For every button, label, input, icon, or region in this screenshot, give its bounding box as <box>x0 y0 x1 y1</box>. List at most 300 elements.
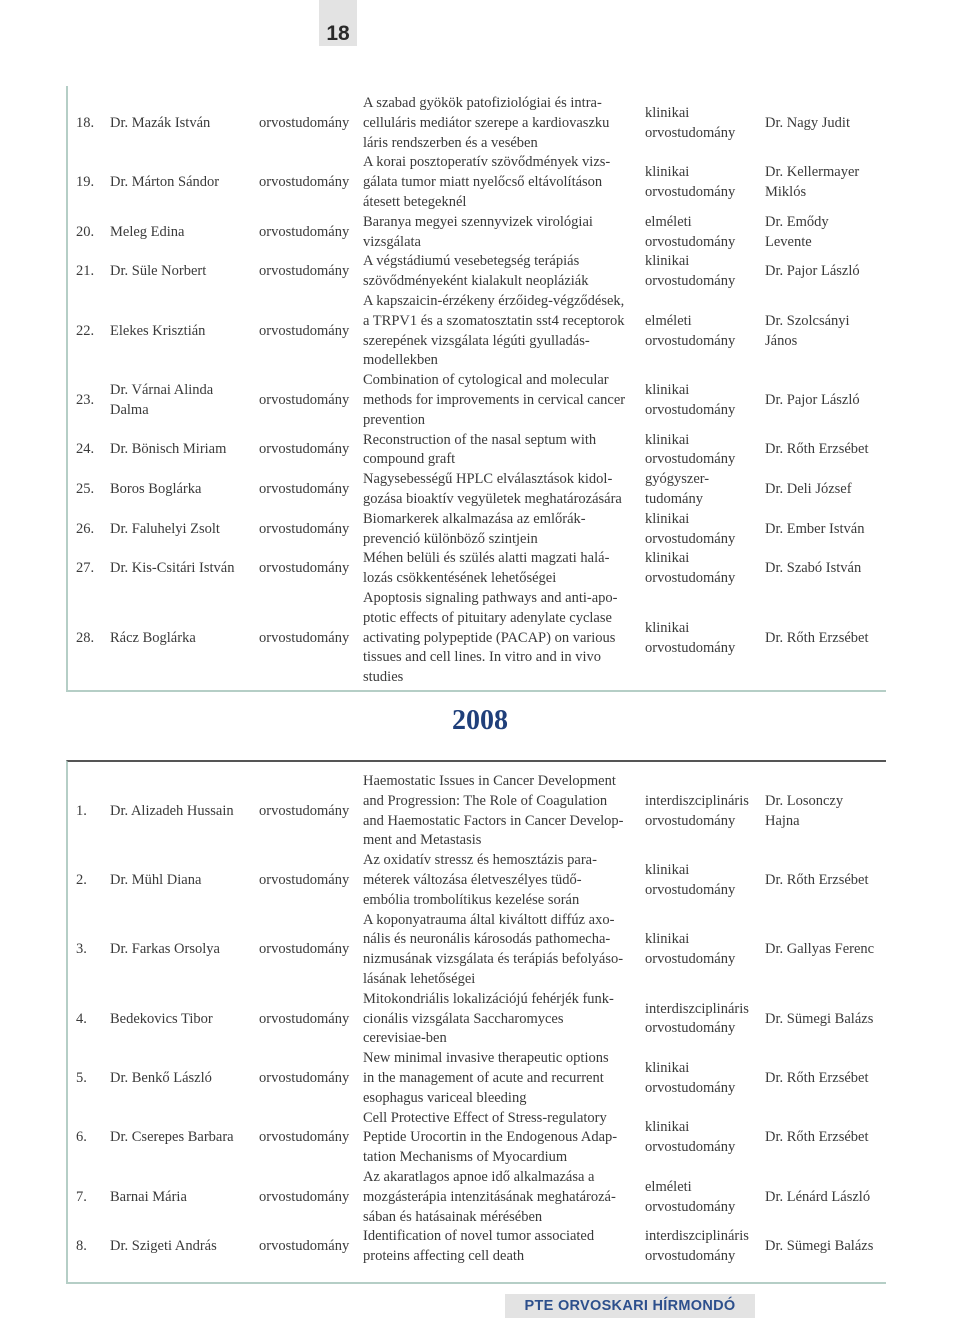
faculty <box>259 851 359 910</box>
faculty-line: orvostudomány <box>259 520 350 537</box>
student-name-line: Boros Boglárka <box>110 481 202 498</box>
program-type-line: orvostudomány <box>645 1139 736 1156</box>
faculty-line: orvostudomány <box>259 174 350 191</box>
supervisor <box>765 990 885 1049</box>
faculty-line: orvostudomány <box>259 263 350 280</box>
supervisor-line: Dr. Kellermayer <box>765 164 860 181</box>
supervisor-line: Dr. Nagy Judit <box>765 114 850 131</box>
program-type-line: orvostudomány <box>645 233 736 250</box>
supervisor <box>765 1049 885 1108</box>
supervisor-line: Levente <box>765 233 812 250</box>
student-name <box>110 213 260 253</box>
row-number-line: 4. <box>76 1010 87 1027</box>
program-type <box>645 990 760 1049</box>
thesis-title <box>363 851 641 910</box>
thesis-title <box>363 990 641 1049</box>
student-name-line: Dr. Alizadeh Hussain <box>110 802 234 819</box>
thesis-title-line: A korai posztoperatív szövődmények vizs- <box>363 154 611 171</box>
table-row <box>0 589 960 688</box>
thesis-title-line: New minimal invasive therapeutic options <box>363 1050 609 1067</box>
program-type <box>645 292 760 371</box>
program-type-line: klinikai <box>645 253 690 270</box>
program-type <box>645 1168 760 1227</box>
program-type-line: orvostudomány <box>645 1248 736 1265</box>
program-type-line: klinikai <box>645 431 690 448</box>
thesis-title <box>363 431 641 471</box>
thesis-title-line: proteins affecting cell death <box>363 1248 525 1265</box>
row-number <box>76 1049 106 1108</box>
program-type-line: interdiszciplináris <box>645 1228 749 1245</box>
row-number-line: 7. <box>76 1188 87 1205</box>
program-type-line: orvostudomány <box>645 530 736 547</box>
table-row <box>0 1227 960 1267</box>
program-type-line: interdiszciplináris <box>645 792 749 809</box>
thesis-title-line: szövődményeként kialakult neopláziák <box>363 273 589 290</box>
thesis-title <box>363 213 641 253</box>
student-name-line: Meleg Edina <box>110 223 185 240</box>
program-type <box>645 1227 760 1267</box>
student-name <box>110 990 260 1049</box>
program-type-line: elméleti <box>645 1178 692 1195</box>
supervisor-line: Hajna <box>765 812 800 829</box>
supervisor-line: Dr. Rőth Erzsébet <box>765 629 869 646</box>
supervisor-line: Miklós <box>765 184 807 201</box>
thesis-title <box>363 470 641 510</box>
supervisor-line: Dr. Ember István <box>765 520 865 537</box>
program-type <box>645 851 760 910</box>
faculty <box>259 94 359 153</box>
thesis-title-line: Baranya megyei szennyvizek virológiai <box>363 213 593 230</box>
page-number-tab <box>319 0 357 46</box>
thesis-title-line: esophagus variceal bleeding <box>363 1089 527 1106</box>
program-type-line: orvostudomány <box>645 639 736 656</box>
thesis-title-line: Az oxidatív stressz és hemosztázis para- <box>363 852 597 869</box>
student-name-line: Dr. Benkő László <box>110 1069 212 1086</box>
thesis-title <box>363 1168 641 1227</box>
thesis-title-line: Nagysebességű HPLC elválasztások kidol- <box>363 471 613 488</box>
student-name-line: Dr. Mühl Diana <box>110 871 202 888</box>
program-type <box>645 549 760 589</box>
thesis-title <box>363 252 641 292</box>
student-name <box>110 153 260 212</box>
row-number-line: 8. <box>76 1238 87 1255</box>
row-number <box>76 252 106 292</box>
program-type-line: klinikai <box>645 619 690 636</box>
thesis-title-line: prevention <box>363 411 426 428</box>
thesis-title-line: szerepének vizsgálata légúti gyulladás- <box>363 332 590 349</box>
thesis-title-line: lásának lehetőségei <box>363 970 476 987</box>
program-type-line: gyógyszer- <box>645 471 710 488</box>
supervisor <box>765 470 885 510</box>
supervisor-line: Dr. Rőth Erzsébet <box>765 871 869 888</box>
thesis-title <box>363 292 641 371</box>
row-number <box>76 911 106 990</box>
table-row <box>0 153 960 212</box>
student-name <box>110 431 260 471</box>
table-row <box>0 252 960 292</box>
thesis-title-line: Peptide Urocortin in the Endogenous Adap- <box>363 1129 618 1146</box>
row-number <box>76 549 106 589</box>
supervisor <box>765 911 885 990</box>
faculty-line: orvostudomány <box>259 322 350 339</box>
student-name <box>110 1168 260 1227</box>
row-number <box>76 1109 106 1168</box>
student-name-line: Rácz Boglárka <box>110 629 196 646</box>
program-type-line: orvostudomány <box>645 951 736 968</box>
faculty-line: orvostudomány <box>259 1238 350 1255</box>
supervisor-line: Dr. Emődy <box>765 213 829 230</box>
page-number: 18 <box>326 22 350 45</box>
program-type-line: elméleti <box>645 213 692 230</box>
student-name <box>110 94 260 153</box>
thesis-title-line: activating polypeptide (PACAP) on various <box>363 629 616 646</box>
supervisor-line: Dr. Pajor László <box>765 391 860 408</box>
supervisor <box>765 851 885 910</box>
table-row <box>0 213 960 253</box>
program-type-line: klinikai <box>645 862 690 879</box>
row-number-line: 23. <box>76 391 95 408</box>
thesis-title <box>363 772 641 851</box>
supervisor-line: Dr. Losonczy <box>765 792 844 809</box>
row-number <box>76 431 106 471</box>
faculty <box>259 1109 359 1168</box>
row-number <box>76 990 106 1049</box>
faculty <box>259 772 359 851</box>
supervisor-line: János <box>765 332 798 349</box>
supervisor <box>765 510 885 550</box>
program-type <box>645 94 760 153</box>
row-number-line: 26. <box>76 520 95 537</box>
program-type-line: interdiszciplináris <box>645 1000 749 1017</box>
thesis-title-line: Apoptosis signaling pathways and anti-apo- <box>363 590 618 606</box>
row-number <box>76 1168 106 1227</box>
program-type <box>645 371 760 430</box>
thesis-title-line: embólia trombolítikus kezelése során <box>363 891 580 908</box>
table-row <box>0 292 960 371</box>
faculty <box>259 911 359 990</box>
thesis-title-line: vizsgálata <box>363 233 421 250</box>
supervisor <box>765 431 885 471</box>
row-number-line: 19. <box>76 174 95 191</box>
faculty-line: orvostudomány <box>259 114 350 131</box>
faculty <box>259 1227 359 1267</box>
table-row <box>0 772 960 851</box>
student-name <box>110 510 260 550</box>
supervisor <box>765 1227 885 1267</box>
supervisor <box>765 371 885 430</box>
thesis-title-line: in the management of acute and recurrent <box>363 1069 604 1086</box>
supervisor-line: Dr. Lénárd László <box>765 1188 871 1205</box>
supervisor <box>765 1109 885 1168</box>
thesis-title-line: A koponyatrauma által kiváltott diffúz axo- <box>363 911 615 928</box>
footer-journal-name: PTE ORVOSKARI HÍRMONDÓ <box>505 1294 755 1318</box>
student-name <box>110 589 260 688</box>
thesis-title-line: Mitokondriális lokalizációjú fehérjék funk- <box>363 990 614 1007</box>
supervisor-line: Dr. Szolcsányi <box>765 312 850 329</box>
supervisor <box>765 292 885 371</box>
thesis-title-line: Combination of cytological and molecular <box>363 372 609 389</box>
row-number <box>76 470 106 510</box>
row-number <box>76 1227 106 1267</box>
supervisor-line: Dr. Deli József <box>765 481 852 498</box>
row-number <box>76 371 106 430</box>
thesis-title-line: tissues and cell lines. In vitro and in vivo <box>363 649 602 666</box>
thesis-title-line: A kapszaicin-érzékeny érzőideg-végződések, <box>363 293 625 309</box>
thesis-title-line: mozgásterápia intenzitásának meghatározá- <box>363 1188 616 1205</box>
thesis-title-line: sában és hatásainak mérésében <box>363 1208 543 1225</box>
faculty <box>259 549 359 589</box>
student-name-line: Bedekovics Tibor <box>110 1010 213 1027</box>
thesis-title-line: láris rendszerben és a vesében <box>363 134 538 151</box>
supervisor <box>765 252 885 292</box>
thesis-title <box>363 589 641 688</box>
student-name <box>110 549 260 589</box>
program-type <box>645 772 760 851</box>
row-number-line: 1. <box>76 802 87 819</box>
thesis-title-line: cionális vizsgálata Saccharomyces <box>363 1010 564 1027</box>
thesis-title-line: gozása bioaktív vegyületek meghatározására <box>363 490 622 507</box>
thesis-title <box>363 1227 641 1267</box>
program-type-line: klinikai <box>645 382 690 399</box>
table-row <box>0 1109 960 1168</box>
thesis-title-line: nizmusának vizsgálata és terápiás befolyáso- <box>363 951 624 968</box>
program-type-line: klinikai <box>645 550 690 567</box>
student-name <box>110 371 260 430</box>
supervisor-line: Dr. Sümegi Balázs <box>765 1010 874 1027</box>
program-type-line: orvostudomány <box>645 1020 736 1037</box>
student-name <box>110 1109 260 1168</box>
thesis-title-line: Cell Protective Effect of Stress-regulatory <box>363 1109 607 1126</box>
thesis-title-line: and Haemostatic Factors in Cancer Develop- <box>363 812 624 829</box>
thesis-title-line: gálata tumor miatt nyelőcső eltávolításon <box>363 174 603 191</box>
supervisor-line: Dr. Rőth Erzsébet <box>765 441 869 458</box>
row-number-line: 6. <box>76 1129 87 1146</box>
program-type <box>645 213 760 253</box>
program-type-line: elméleti <box>645 312 692 329</box>
faculty-line: orvostudomány <box>259 223 350 240</box>
thesis-title <box>363 510 641 550</box>
program-type-line: orvostudomány <box>645 881 736 898</box>
program-type-line: tudomány <box>645 490 703 507</box>
program-type-line: orvostudomány <box>645 570 736 587</box>
row-number <box>76 589 106 688</box>
thesis-title-line: átesett betegeknél <box>363 193 467 210</box>
year-heading: 2008 <box>452 705 508 736</box>
supervisor <box>765 213 885 253</box>
supervisor-line: Dr. Sümegi Balázs <box>765 1238 874 1255</box>
faculty-line: orvostudomány <box>259 1188 350 1205</box>
row-number <box>76 213 106 253</box>
student-name-line: Dalma <box>110 401 149 418</box>
supervisor-line: Dr. Pajor László <box>765 263 860 280</box>
row-number <box>76 94 106 153</box>
thesis-title-line: Méhen belüli és szülés alatti magzati halá- <box>363 550 610 567</box>
thesis-title-line: Haemostatic Issues in Cancer Development <box>363 773 616 789</box>
program-type-line: klinikai <box>645 1119 690 1136</box>
faculty-line: orvostudomány <box>259 441 350 458</box>
program-type <box>645 153 760 212</box>
row-number-line: 3. <box>76 941 87 958</box>
thesis-title-line: Az akaratlagos apnoe idő alkalmazása a <box>363 1169 595 1185</box>
student-name <box>110 772 260 851</box>
program-type <box>645 510 760 550</box>
table-row <box>0 371 960 430</box>
thesis-title-line: studies <box>363 669 404 686</box>
student-name <box>110 252 260 292</box>
thesis-title-line: compound graft <box>363 451 456 468</box>
program-type-line: klinikai <box>645 104 690 121</box>
student-name-line: Dr. Szigeti András <box>110 1238 217 1255</box>
supervisor <box>765 94 885 153</box>
table-row <box>0 851 960 910</box>
thesis-title-line: nális és neuronális károsodás pathomecha- <box>363 931 611 948</box>
thesis-title <box>363 371 641 430</box>
student-name <box>110 470 260 510</box>
thesis-title-line: modellekben <box>363 352 438 369</box>
thesis-title-line: ptotic effects of pituitary adenylate cyclase <box>363 609 612 626</box>
row-number-line: 22. <box>76 322 95 339</box>
program-type-line: klinikai <box>645 931 690 948</box>
student-name-line: Dr. Cserepes Barbara <box>110 1129 234 1146</box>
table-row <box>0 1168 960 1227</box>
faculty-line: orvostudomány <box>259 1010 350 1027</box>
faculty <box>259 589 359 688</box>
supervisor-line: Dr. Rőth Erzsébet <box>765 1129 869 1146</box>
student-name-line: Dr. Várnai Alinda <box>110 382 214 399</box>
program-type-line: orvostudomány <box>645 1198 736 1215</box>
row-number-line: 20. <box>76 223 95 240</box>
thesis-title-line: and Progression: The Role of Coagulation <box>363 792 608 809</box>
supervisor-line: Dr. Rőth Erzsébet <box>765 1069 869 1086</box>
thesis-title-line: A végstádiumú vesebetegség terápiás <box>363 253 580 270</box>
student-name <box>110 1049 260 1108</box>
table-row <box>0 470 960 510</box>
program-type <box>645 589 760 688</box>
program-type <box>645 911 760 990</box>
program-type <box>645 1049 760 1108</box>
faculty <box>259 431 359 471</box>
thesis-title <box>363 153 641 212</box>
thesis-title-line: méterek változása életveszélyes tüdő- <box>363 871 582 888</box>
program-type-line: orvostudomány <box>645 184 736 201</box>
program-type <box>645 1109 760 1168</box>
row-number-line: 28. <box>76 629 95 646</box>
program-type <box>645 431 760 471</box>
faculty-line: orvostudomány <box>259 1069 350 1086</box>
thesis-title-line: Reconstruction of the nasal septum with <box>363 431 597 448</box>
thesis-title <box>363 911 641 990</box>
thesis-title <box>363 1109 641 1168</box>
faculty <box>259 292 359 371</box>
faculty <box>259 1168 359 1227</box>
thesis-title-line: Identification of novel tumor associated <box>363 1228 595 1245</box>
thesis-title-line: cerevisiae-ben <box>363 1030 447 1047</box>
student-name-line: Dr. Márton Sándor <box>110 174 220 191</box>
faculty <box>259 252 359 292</box>
program-type-line: orvostudomány <box>645 1079 736 1096</box>
faculty <box>259 153 359 212</box>
row-number-line: 21. <box>76 263 95 280</box>
student-name <box>110 911 260 990</box>
program-type-line: orvostudomány <box>645 401 736 418</box>
row-number-line: 24. <box>76 441 95 458</box>
row-number-line: 18. <box>76 114 95 131</box>
program-type-line: klinikai <box>645 164 690 181</box>
thesis-title-line: tation Mechanisms of Myocardium <box>363 1149 568 1166</box>
thesis-title-line: ment and Metastasis <box>363 832 482 849</box>
row-number-line: 25. <box>76 481 95 498</box>
supervisor <box>765 549 885 589</box>
program-type-line: orvostudomány <box>645 273 736 290</box>
program-type-line: orvostudomány <box>645 451 736 468</box>
student-name <box>110 851 260 910</box>
table-row <box>0 431 960 471</box>
thesis-title-line: lozás csökkentésének lehetőségei <box>363 570 557 587</box>
student-name-line: Dr. Mazák István <box>110 114 211 131</box>
supervisor <box>765 772 885 851</box>
row-number-line: 2. <box>76 871 87 888</box>
program-type-line: orvostudomány <box>645 124 736 141</box>
faculty-line: orvostudomány <box>259 802 350 819</box>
program-type <box>645 252 760 292</box>
thesis-title-line: a TRPV1 és a szomatosztatin sst4 receptorok <box>363 312 625 329</box>
student-name-line: Barnai Mária <box>110 1188 187 1205</box>
thesis-title-line: A szabad gyökök patofiziológiai és intra- <box>363 95 602 111</box>
thesis-title-line: methods for improvements in cervical cancer <box>363 391 626 408</box>
student-name-line: Dr. Süle Norbert <box>110 263 207 280</box>
student-name <box>110 292 260 371</box>
faculty <box>259 213 359 253</box>
row-number <box>76 153 106 212</box>
faculty-line: orvostudomány <box>259 481 350 498</box>
row-number-line: 27. <box>76 560 95 577</box>
program-type-line: klinikai <box>645 510 690 527</box>
row-number <box>76 772 106 851</box>
faculty-line: orvostudomány <box>259 560 350 577</box>
program-type-line: klinikai <box>645 1060 690 1077</box>
student-name-line: Dr. Faluhelyi Zsolt <box>110 520 220 537</box>
table-row <box>0 549 960 589</box>
table-row <box>0 990 960 1049</box>
thesis-title <box>363 94 641 153</box>
faculty-line: orvostudomány <box>259 391 350 408</box>
thesis-title-line: Biomarkerek alkalmazása az emlőrák- <box>363 510 586 527</box>
supervisor-line: Dr. Szabó István <box>765 560 862 577</box>
faculty <box>259 371 359 430</box>
table-row <box>0 510 960 550</box>
program-type-line: orvostudomány <box>645 332 736 349</box>
supervisor <box>765 589 885 688</box>
thesis-title-line: celluláris mediátor szerepe a kardiovaszku <box>363 114 610 131</box>
faculty-line: orvostudomány <box>259 1129 350 1146</box>
faculty <box>259 470 359 510</box>
thesis-title <box>363 1049 641 1108</box>
program-type <box>645 470 760 510</box>
faculty-line: orvostudomány <box>259 629 350 646</box>
table-row <box>0 1049 960 1108</box>
row-number <box>76 851 106 910</box>
row-number <box>76 510 106 550</box>
faculty-line: orvostudomány <box>259 941 350 958</box>
student-name-line: Dr. Farkas Orsolya <box>110 941 220 958</box>
student-name <box>110 1227 260 1267</box>
row-number <box>76 292 106 371</box>
thesis-title-line: prevenció különböző szintjein <box>363 530 538 547</box>
program-type-line: orvostudomány <box>645 812 736 829</box>
supervisor-line: Dr. Gallyas Ferenc <box>765 941 875 958</box>
faculty <box>259 510 359 550</box>
supervisor <box>765 1168 885 1227</box>
